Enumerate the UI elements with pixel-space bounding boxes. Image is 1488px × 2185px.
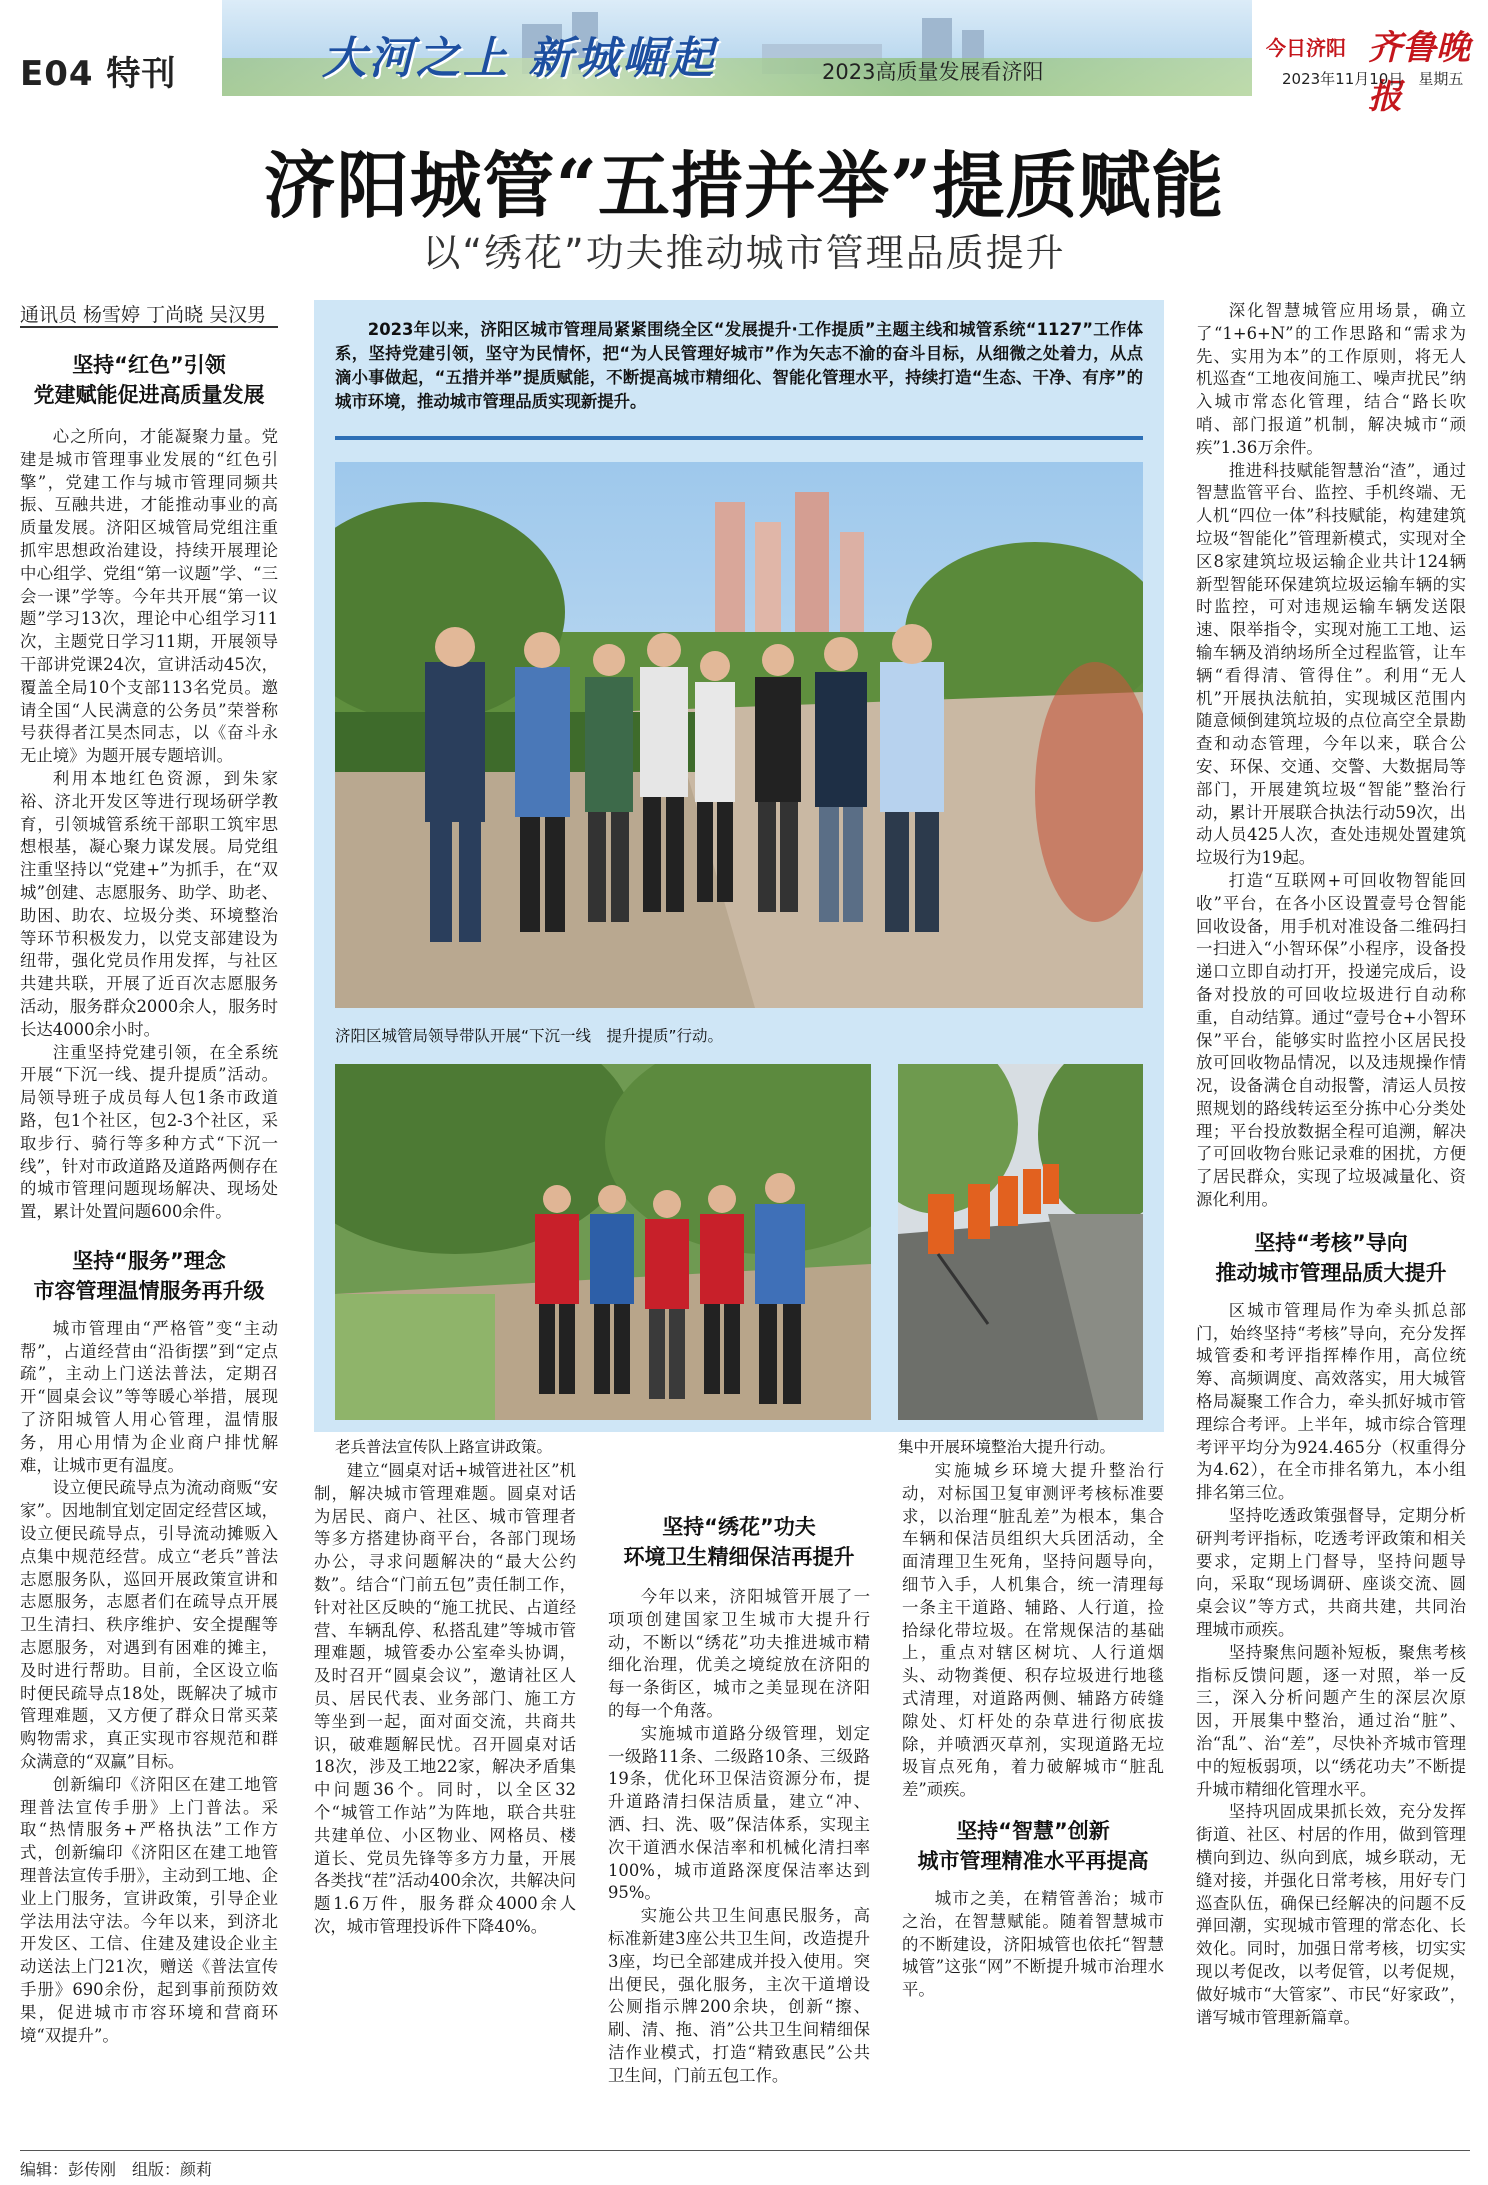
section-4 (902, 1460, 1164, 2002)
paragraph: 利用本地红色资源，到朱家裕、济北开发区等进行现场研学教育，引领城管系统干部职工筑牢思想根基，凝心聚力谋发展。局党组注重坚持以“党建+”为抓手，在“双城”创建、志愿服务、助学、助老、助困、助农、垃圾分类、环境整治等环节积极发力，以党支部建设为纽带，强化党员作用发挥，与社区共建共联，开展了近百次志愿服务活动，服务群众2000余人，服务时长达4000余小时。 (20, 768, 278, 1039)
section-5-body (1196, 1300, 1466, 2030)
section-1-heading-line-2: 党建赋能促进高质量发展 (33, 383, 265, 407)
section-3-heading-line-2: 环境卫生精细保洁再提升 (623, 1545, 855, 1569)
section-5-heading (1196, 1228, 1466, 1288)
section-3 (608, 1512, 870, 2088)
newspaper-logo: 齐鲁晚报 (1368, 28, 1470, 117)
editor-credit: 编辑：彭传刚 组版：颜莉 (20, 2160, 213, 2179)
paragraph: 深化智慧城管应用场景，确立了“1+6+N”的工作思路和“需求为先、实用为本”的工作原则，将无人机巡查“工地夜间施工、噪声扰民”纳入城市常态化管理，结合“路长吹哨、部门报道”机制，解决城市“顽疾”1.36万余件。 (1196, 301, 1466, 457)
section-code: E04 特刊 (20, 54, 177, 94)
paragraph: 打造“互联网+可回收物智能回收”平台，在各小区设置壹号仓智能回收设备，用手机对准设备二维码扫一扫进入“小智环保”小程序，设备投递口立即自动打开，投递完成后，设备对投放的可回收垃圾进行自动称重，自动结算。通过“壹号仓+小智环保”平台，能够实时监控小区居民投放可回收物品情况，以及违规操作情况，设备满仓自动报警，清运人员按照规划的路线转运至分拣中心分类处理；平台投放数据全程可追溯，解决了可回收物台账记录难的困扰，方便了居民群众，实现了垃圾减量化、资源化利用。 (1196, 870, 1466, 1210)
section-2-heading (20, 1246, 278, 1306)
byline: 通讯员 杨雪婷 丁尚晓 吴汉男 (20, 304, 267, 326)
paragraph: 心之所向，才能凝聚力量。党建是城市管理事业发展的“红色引擎”，党建工作与城市管理同频共振、互融共进，才能推动事业的高质量发展。济阳区城管局党组注重抓牢思想政治建设，持续开展理论中心组学、党组“第一议题”学、“三会一课”学等。今年共开展“第一议题”学习13次，理论中心组学习11次，主题党日学习11期，开展领导干部讲党课24次，宣讲活动45次，覆盖全局10个支部113名党员。邀请全国“人民满意的公务员”荣誉称号获得者江昊杰同志，以《奋斗永无止境》为题开展专题培训。 (20, 427, 278, 766)
section-4-heading-line-2: 城市管理精准水平再提高 (917, 1848, 1149, 1873)
paragraph: 城市之美，在精管善治；城市之治，在智慧赋能。随着智慧城市的不断建设，济阳城管也依托“智慧城管”这张“网”不断提升城市治理水平。 (902, 1888, 1164, 2000)
masthead (0, 0, 1488, 117)
main-photo (335, 462, 1143, 1008)
left-photo-caption: 老兵普法宣传队上路宣讲政策。 (335, 1438, 553, 1456)
main-photo-caption: 济阳区城管局领导带队开展“下沉一线 提升提质”行动。 (335, 1027, 724, 1045)
section-1-heading (20, 350, 278, 410)
section-4-body-b (1196, 300, 1466, 1212)
section-2-body-a (20, 1318, 278, 2048)
section-2-body-b (314, 1460, 576, 1939)
section-5-heading-line-2: 推动城市管理品质大提升 (1215, 1260, 1447, 1285)
paragraph: 设立便民疏导点为流动商贩“安家”。因地制宜划定固定经营区域，设立便民疏导点，引导流动摊贩入点集中规范经营。成立“老兵”普法志愿服务队，巡回开展政策宣讲和志愿服务，志愿者们在疏导点开展卫生清扫、秩序维护、安全提醒等志愿服务，对遇到有困难的摊主，及时进行帮助。目前，全区设立临时便民疏导点18处，既解决了城市管理难题，又方便了群众日常买菜购物需求，真正实现市容规范和群众满意的“双赢”目标。 (20, 1478, 278, 1772)
section-1-heading-line-1: 坚持“红色”引领 (72, 353, 226, 377)
section-3-heading (608, 1512, 870, 1572)
section-4-heading (902, 1816, 1164, 1876)
section-3-heading-line-1: 坚持“绣花”功夫 (662, 1515, 816, 1539)
photo-street-cleaning (898, 1064, 1143, 1420)
banner-subtitle: 2023高质量发展看济阳 (822, 60, 1044, 84)
paragraph: 坚持吃透政策强督导，定期分析研判考评指标，吃透考评政策和相关要求，定期上门督导，坚持问题导向，采取“现场调研、座谈交流、圆桌会议”等方式，共商共建，共同治理城市顽疾。 (1196, 1506, 1466, 1640)
right-photo (898, 1064, 1143, 1420)
paragraph: 城市管理由“严格管”变“主动帮”，占道经营由“沿街摆”到“定点疏”，主动上门送法普法，定期召开“圆桌会议”等等暖心举措，展现了济阳城管人用心管理，温情服务，用心用情为企业商户排忧解难，让城市更有温度。 (20, 1318, 278, 1475)
paragraph: 区城市管理局作为牵头抓总部门，始终坚持“考核”导向，充分发挥城管委和考评指挥棒作用，高位统筹、高频调度、高效落实，用大城管格局凝聚工作合力，牵头抓好城市管理综合考评。上半年，城市综合管理考评平均分为924.465分（权重得分为4.62），在全市排名第九，本小组排名第三位。 (1196, 1300, 1466, 1503)
section-5-heading-line-1: 坚持“考核”导向 (1254, 1230, 1408, 1255)
paragraph: 实施城乡环境大提升整治行动，对标国卫复审测评考核标准要求，以治理“脏乱差”为根本，集合车辆和保洁员组织大兵团活动，全面清理卫生死角，坚持问题导向，细节入手，人机集合，统一清理每一条主干道路、辅路、人行道，捡拾绿化带垃圾。在常规保洁的基础上，重点对辖区树坑、人行道烟头、动物粪便、积存垃圾进行地毯式清理，对道路两侧、辅路方砖缝隙处、灯杆处的杂草进行彻底拔除，并喷洒灭草剂，实现道路无垃圾盲点死角，着力破解城市“脏乱差”顽疾。 (902, 1461, 1164, 1800)
photo-officials-inspection (335, 462, 1143, 1008)
paragraph: 建立“圆桌对话+城管进社区”机制，解决城市管理难题。圆桌对话为居民、商户、社区、城市管理者等多方搭建协商平台，各部门现场办公，寻求问题解决的“最大公约数”。结合“门前五包”责任制工作，针对社区反映的“施工扰民、占道经营、车辆乱停、私搭乱建”等城市管理难题，城管委办公室牵头协调，及时召开“圆桌会议”，邀请社区人员、居民代表、业务部门、施工方等坐到一起，面对面交流，共商共识，破难题解民忧。召开圆桌对话18次，涉及工地22家，解决矛盾集中问题36个。同时，以全区32个“城管工作站”为阵地，联合共驻共建单位、小区物业、网格员、楼道长、党员先锋等多方力量，开展各类找“茬”活动400余次，共解决问题1.6万件，服务群众4000余人次，城市管理投诉件下降40%。 (314, 1461, 576, 1936)
edition-label: 今日济阳 (1266, 36, 1346, 60)
section-1-body (20, 426, 278, 1224)
paragraph: 坚持聚焦问题补短板，聚焦考核指标反馈问题，逐一对照，举一反三，深入分析问题产生的深层次原因，开展集中整治，通过治“脏”、治“乱”、治“差”，尽快补齐城市管理中的短板弱项，以“绣花功夫”不断提升城市精细化管理水平。 (1196, 1642, 1466, 1799)
paragraph: 实施公共卫生间惠民服务，高标准新建3座公共卫生间，改造提升3座，均已全部建成并投入使用。突出便民，强化服务，主次干道增设公厕指示牌200余块，创新“擦、刷、清、拖、消”公共卫生间精细保洁作业模式，打造“精致惠民”公共卫生间，门前五包工作。 (608, 1906, 870, 2085)
section-1 (20, 350, 278, 2047)
paragraph: 今年以来，济阳城管开展了一项项创建国家卫生城市大提升行动，不断以“绣花”功夫推进城市精细化治理，优美之境绽放在济阳的每一条街区，城市之美显现在济阳的每一个角落。 (608, 1587, 870, 1720)
section-3-body-a (608, 1586, 870, 2088)
paragraph: 实施城市道路分级管理，划定一级路11条、二级路10条、三级路19条，优化环卫保洁资源分布，提升道路清扫保洁质量，建立“冲、洒、扫、洗、吸”保洁体系，实现主次干道洒水保洁率和机械化清扫率100%，城市道路深度保洁率达到95%。 (608, 1723, 870, 1903)
paragraph: 注重坚持党建引领，在全系统开展“下沉一线、提升提质”活动。局领导班子成员每人包1条市政道路，包1个社区，包2-3个社区，采取步行、骑行等多种方式“下沉一线”，针对市政道路及道路两侧存在的城市管理问题现场解决、现场处置，累计处置问题600余件。 (20, 1042, 278, 1222)
subheadline: 以“绣花”功夫推动城市管理品质提升 (422, 231, 1066, 275)
lead-text: 2023年以来，济阳区城市管理局紧紧围绕全区“发展提升·工作提质”主题主线和城管系统“1127”工作体系，坚持党建引领，坚守为民情怀，把“为人民管理好城市”作为矢志不渝的奋斗目标，从细微之处着力，从点滴小事做起，“五措并举”提质赋能，不断提高城市精细化、智能化管理水平，持续打造“生态、干净、有序”的城市环境，推动城市管理品质实现新提升。 (335, 320, 1143, 411)
section-5 (1196, 300, 1466, 2029)
section-4-body-a (902, 1888, 1164, 2002)
right-photo-caption: 集中开展环境整治大提升行动。 (898, 1438, 1116, 1456)
byline-divider (20, 326, 278, 328)
headline: 济阳城管“五措并举”提质赋能 (263, 143, 1225, 228)
section-4-heading-line-1: 坚持“智慧”创新 (956, 1818, 1110, 1843)
section-3-body-b (902, 1460, 1164, 1802)
section-2-heading-line-1: 坚持“服务”理念 (72, 1248, 226, 1273)
issue-date: 2023年11月10日 星期五 (1282, 70, 1464, 88)
banner-title: 大河之上 新城崛起 (322, 33, 717, 84)
paragraph: 创新编印《济阳区在建工地管理普法宣传手册》上门普法。采取“热情服务+严格执法”工作方式，创新编印《济阳区在建工地管理普法宣传手册》，主动到工地、企业上门服务，宣讲政策，引导企业学法用法守法。今年以来，到济北开发区、工信、住建及建设企业主动送法上门21次，赠送《普法宣传手册》690余份，起到事前预防效果，促进城市市容环境和营商环境“双提升”。 (20, 1774, 278, 2045)
paragraph: 推进科技赋能智慧治“渣”，通过智慧监管平台、监控、手机终端、无人机“四位一体”科技赋能，构建建筑垃圾“智能化”管理新模式，实现对全区8家建筑垃圾运输企业共计124辆新型智能环保建筑垃圾运输车辆的实时监控，可对违规运输车辆发送限速、限举指令，实现对施工工地、运输车辆及消纳场所全过程监管，让车辆“看得清、管得住”。利用“无人机”开展执法航拍，实现城区范围内随意倾倒建筑垃圾的点位高空全景勘查和动态管理，今年以来，联合公安、环保、交通、交警、大数据局等部门，开展建筑垃圾“智能”整治行动，累计开展联合执法行动59次，出动人员425人次，查处违规处置建筑垃圾行为19起。 (1196, 460, 1466, 868)
paragraph: 坚持巩固成果抓长效，充分发挥街道、社区、村居的作用，做到管理横向到边、纵向到底，城乡联动，无缝对接，并强化日常考核，用好专门巡查队伍，确保已经解决的问题不反弹回潮，实现城市管理的常态化、长效化。同时，加强日常考核，切实实现以考促改，以考促管，以考促规，做好城市“大管家”、市民“好家政”，谱写城市管理新篇章。 (1196, 1802, 1466, 2027)
footer-divider (20, 2150, 1470, 2151)
section-2-heading-line-2: 市容管理温情服务再升级 (33, 1278, 265, 1303)
photo-veteran-volunteers (335, 1064, 871, 1420)
left-photo (335, 1064, 871, 1420)
lead-paragraph (335, 318, 1143, 414)
lead-divider (335, 436, 1143, 440)
